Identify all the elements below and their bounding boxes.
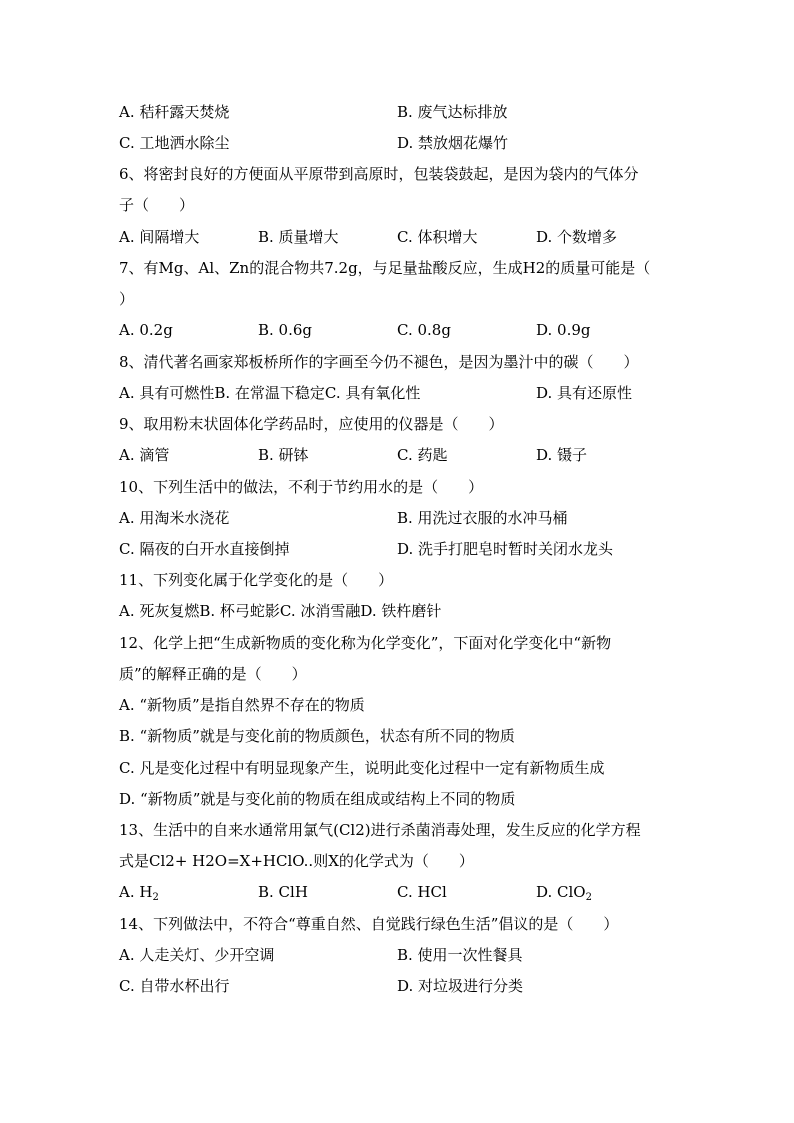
- q9-option-a: A. 滴管: [119, 446, 170, 464]
- q7-stem-line1: 7、有Mg、Al、Zn的混合物共7.2g，与足量盐酸反应，生成H2的质量可能是（: [119, 259, 651, 277]
- q7-option-c: C. 0.8g: [397, 321, 451, 339]
- q9-stem: 9、取用粉末状固体化学药品时，应使用的仪器是（ ）: [119, 415, 504, 433]
- q6-option-d: D. 个数增多: [536, 228, 618, 246]
- q10-stem: 10、下列生活中的做法，不利于节约用水的是（ ）: [119, 478, 484, 496]
- q6-option-b: B. 质量增大: [258, 228, 339, 246]
- q10-option-c: C. 隔夜的白开水直接倒掉: [119, 540, 290, 558]
- q14-option-b: B. 使用一次性餐具: [397, 946, 523, 964]
- q8-option-d: D. 具有还原性: [536, 384, 633, 402]
- q8-stem: 8、清代著名画家郑板桥所作的字画至今仍不褪色，是因为墨汁中的碳（ ）: [119, 353, 639, 371]
- q11-stem: 11、下列变化属于化学变化的是（ ）: [119, 571, 394, 589]
- q7-option-a: A. 0.2g: [119, 321, 173, 339]
- q12-option-d: D. “新物质”就是与变化前的物质在组成或结构上不同的物质: [119, 790, 516, 808]
- q10-option-d: D. 洗手打肥皂时暂时关闭水龙头: [397, 540, 614, 558]
- q7-option-d: D. 0.9g: [536, 321, 591, 339]
- q13-stem-line1: 13、生活中的自来水通常用氯气(Cl2)进行杀菌消毒处理，发生反应的化学方程: [119, 821, 641, 839]
- q12-option-c: C. 凡是变化过程中有明显现象产生，说明此变化过程中一定有新物质生成: [119, 759, 605, 777]
- q8-options-line: A. 具有可燃性B. 在常温下稳定C. 具有氧化性: [119, 384, 421, 402]
- q5-option-d: D. 禁放烟花爆竹: [397, 134, 509, 152]
- q5-option-c: C. 工地洒水除尘: [119, 134, 230, 152]
- q12-stem-line2: 质”的解释正确的是（ ）: [119, 665, 307, 683]
- q7-option-b: B. 0.6g: [258, 321, 313, 339]
- q13-option-c: C. HCl: [397, 883, 447, 901]
- q13-option-d: D. ClO$_2$: [536, 883, 592, 903]
- q6-stem-line1: 6、将密封良好的方便面从平原带到高原时，包装袋鼓起，是因为袋内的气体分: [119, 165, 639, 183]
- q7-stem-line2: ）: [119, 290, 135, 308]
- q5-option-b: B. 废气达标排放: [397, 103, 508, 121]
- q14-option-c: C. 自带水杯出行: [119, 977, 230, 995]
- q14-stem: 14、下列做法中，不符合“尊重自然、自觉践行绿色生活”倡议的是（ ）: [119, 915, 619, 933]
- q13-stem-line2: 式是Cl2+ H2O=X+HClO..则X的化学式为（ ）: [119, 852, 474, 870]
- q9-option-c: C. 药匙: [397, 446, 448, 464]
- q14-option-d: D. 对垃圾进行分类: [397, 977, 524, 995]
- q5-option-a: A. 秸秆露天焚烧: [119, 103, 230, 121]
- q11-options-line: A. 死灰复燃B. 杯弓蛇影C. 冰消雪融D. 铁杵磨针: [119, 602, 442, 620]
- q9-option-b: B. 研钵: [258, 446, 309, 464]
- q13-option-a: A. $H_2$: [119, 883, 159, 903]
- q9-option-d: D. 镊子: [536, 446, 588, 464]
- q12-option-a: A. “新物质”是指自然界不存在的物质: [119, 696, 365, 714]
- q13-option-b: B. ClH: [258, 883, 308, 901]
- q14-option-a: A. 人走关灯、少开空调: [119, 946, 275, 964]
- q6-option-a: A. 间隔增大: [119, 228, 200, 246]
- q12-option-b: B. “新物质”就是与变化前的物质颜色，状态有所不同的物质: [119, 727, 515, 745]
- q10-option-b: B. 用洗过衣服的水冲马桶: [397, 509, 568, 527]
- q6-option-c: C. 体积增大: [397, 228, 478, 246]
- q6-stem-line2: 子（ ）: [119, 196, 195, 214]
- q10-option-a: A. 用淘米水浇花: [119, 509, 230, 527]
- q12-stem-line1: 12、化学上把“生成新物质的变化称为化学变化”，下面对化学变化中“新物: [119, 634, 612, 652]
